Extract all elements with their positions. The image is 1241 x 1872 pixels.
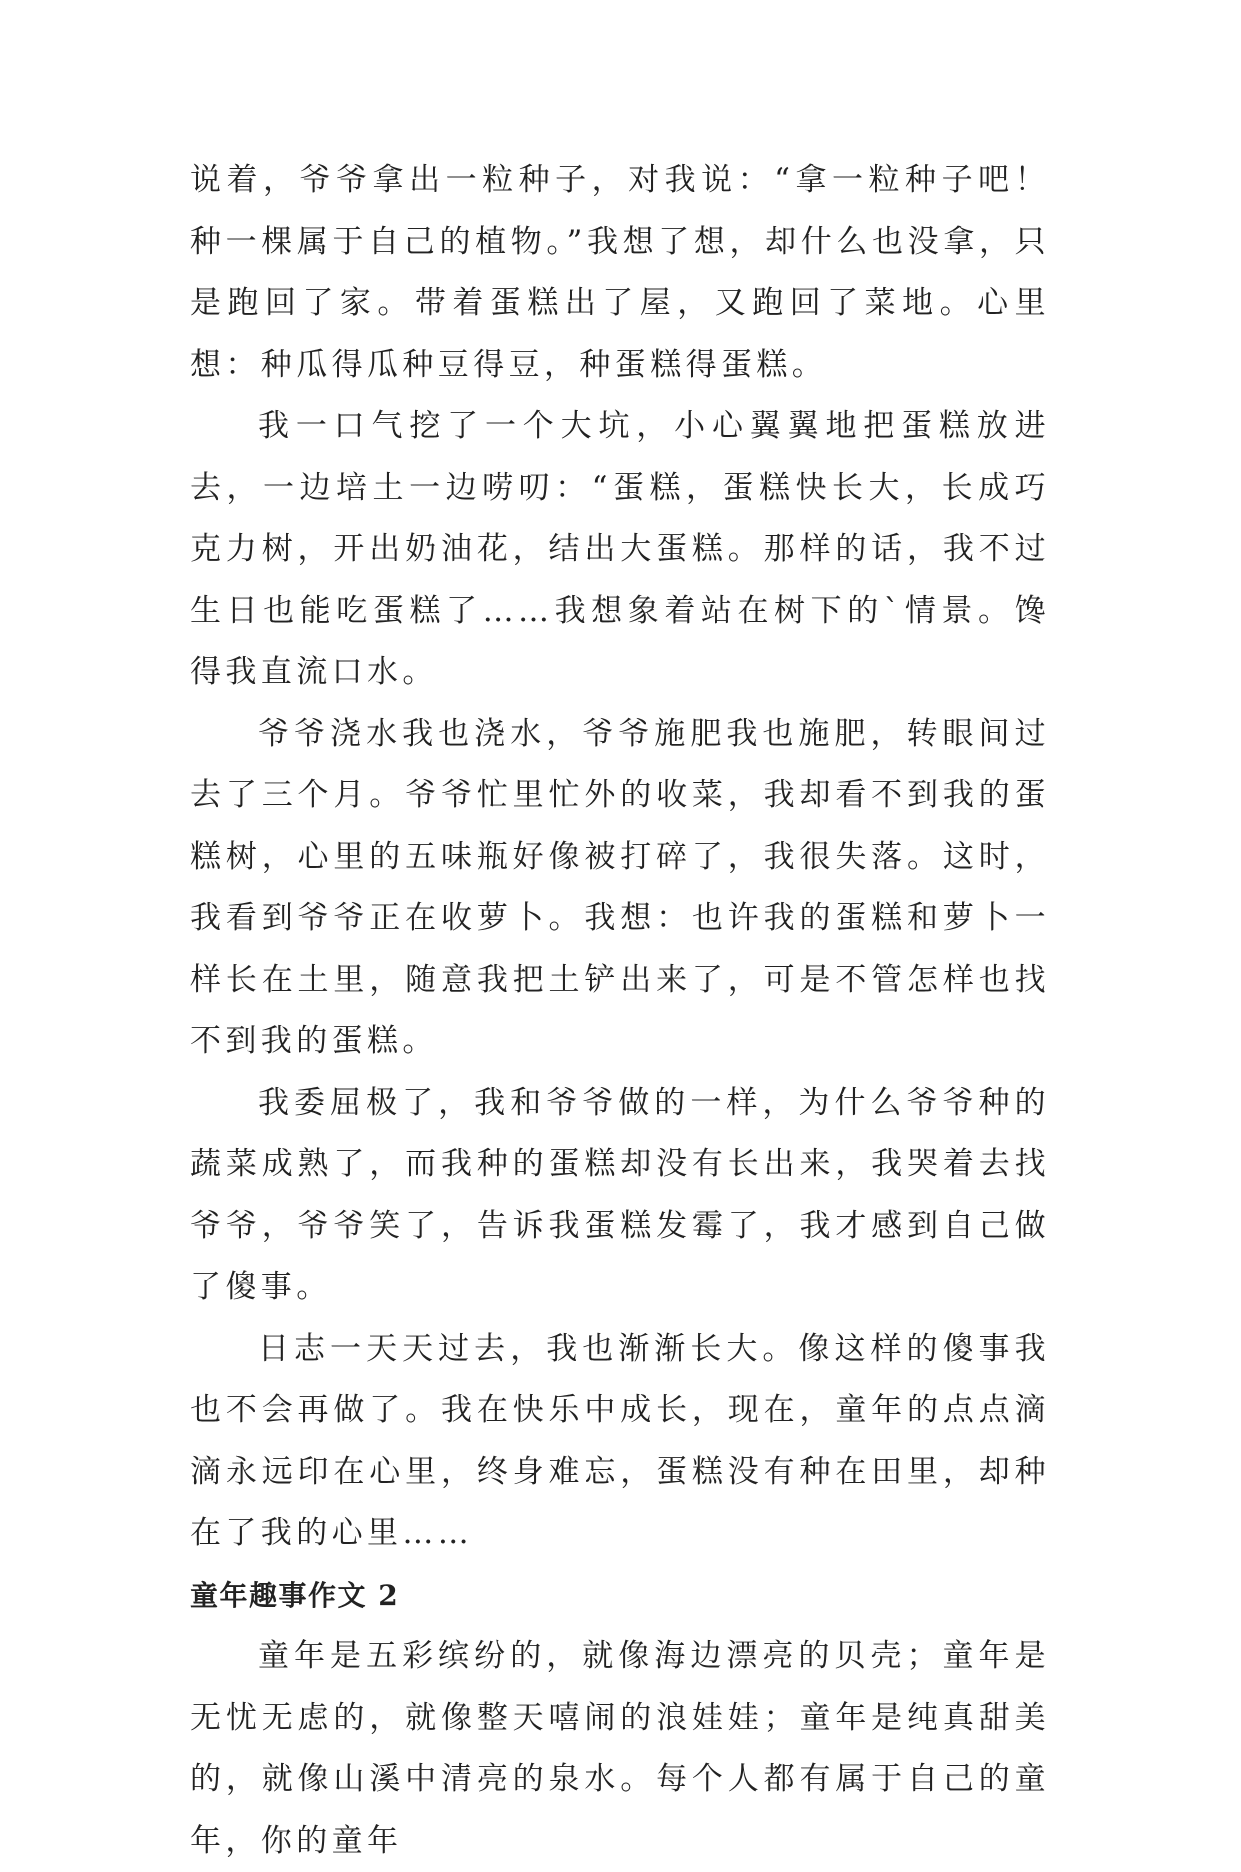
document-page [190,150,1050,1872]
section-heading: 童年趣事作文 2 [190,1578,400,1612]
paragraph-1: 说着，爷爷拿出一粒种子，对我说：“拿一粒种子吧！种一棵属于自己的植物。”我想了想，却什么也没拿，只是跑回了家。带着蛋糕出了屋，又跑回了菜地。心里想：种瓜得瓜种豆得豆，种蛋糕得蛋糕。 [190,162,1050,383]
paragraph-4: 我委屈极了，我和爷爷做的一样，为什么爷爷种的蔬菜成熟了，而我种的蛋糕却没有长出来，我哭着去找爷爷，爷爷笑了，告诉我蛋糕发霉了，我才感到自己做了傻事。 [190,1084,1050,1305]
paragraph-3: 爷爷浇水我也浇水，爷爷施肥我也施肥，转眼间过去了三个月。爷爷忙里忙外的收菜，我却看不到我的蛋糕树，心里的五味瓶好像被打碎了，我很失落。这时，我看到爷爷正在收萝卜。我想：也许我的蛋糕和萝卜一样长在土里，随意我把土铲出来了，可是不管怎样也找不到我的蛋糕。 [190,715,1050,1059]
paragraph-6: 童年是五彩缤纷的，就像海边漂亮的贝壳；童年是无忧无虑的，就像整天嘻闹的浪娃娃；童年是纯真甜美的，就像山溪中清亮的泉水。每个人都有属于自己的童年，你的童年 [190,1638,1050,1859]
paragraph-5: 日志一天天过去，我也渐渐长大。像这样的傻事我也不会再做了。我在快乐中成长，现在，童年的点点滴滴永远印在心里，终身难忘，蛋糕没有种在田里，却种在了我的心里…… [190,1330,1050,1551]
paragraph-2: 我一口气挖了一个大坑，小心翼翼地把蛋糕放进去，一边培土一边唠叨：“蛋糕，蛋糕快长大，长成巧克力树，开出奶油花，结出大蛋糕。那样的话，我不过生日也能吃蛋糕了……我想象着站在树下的`情景。馋得我直流口水。 [190,408,1050,690]
